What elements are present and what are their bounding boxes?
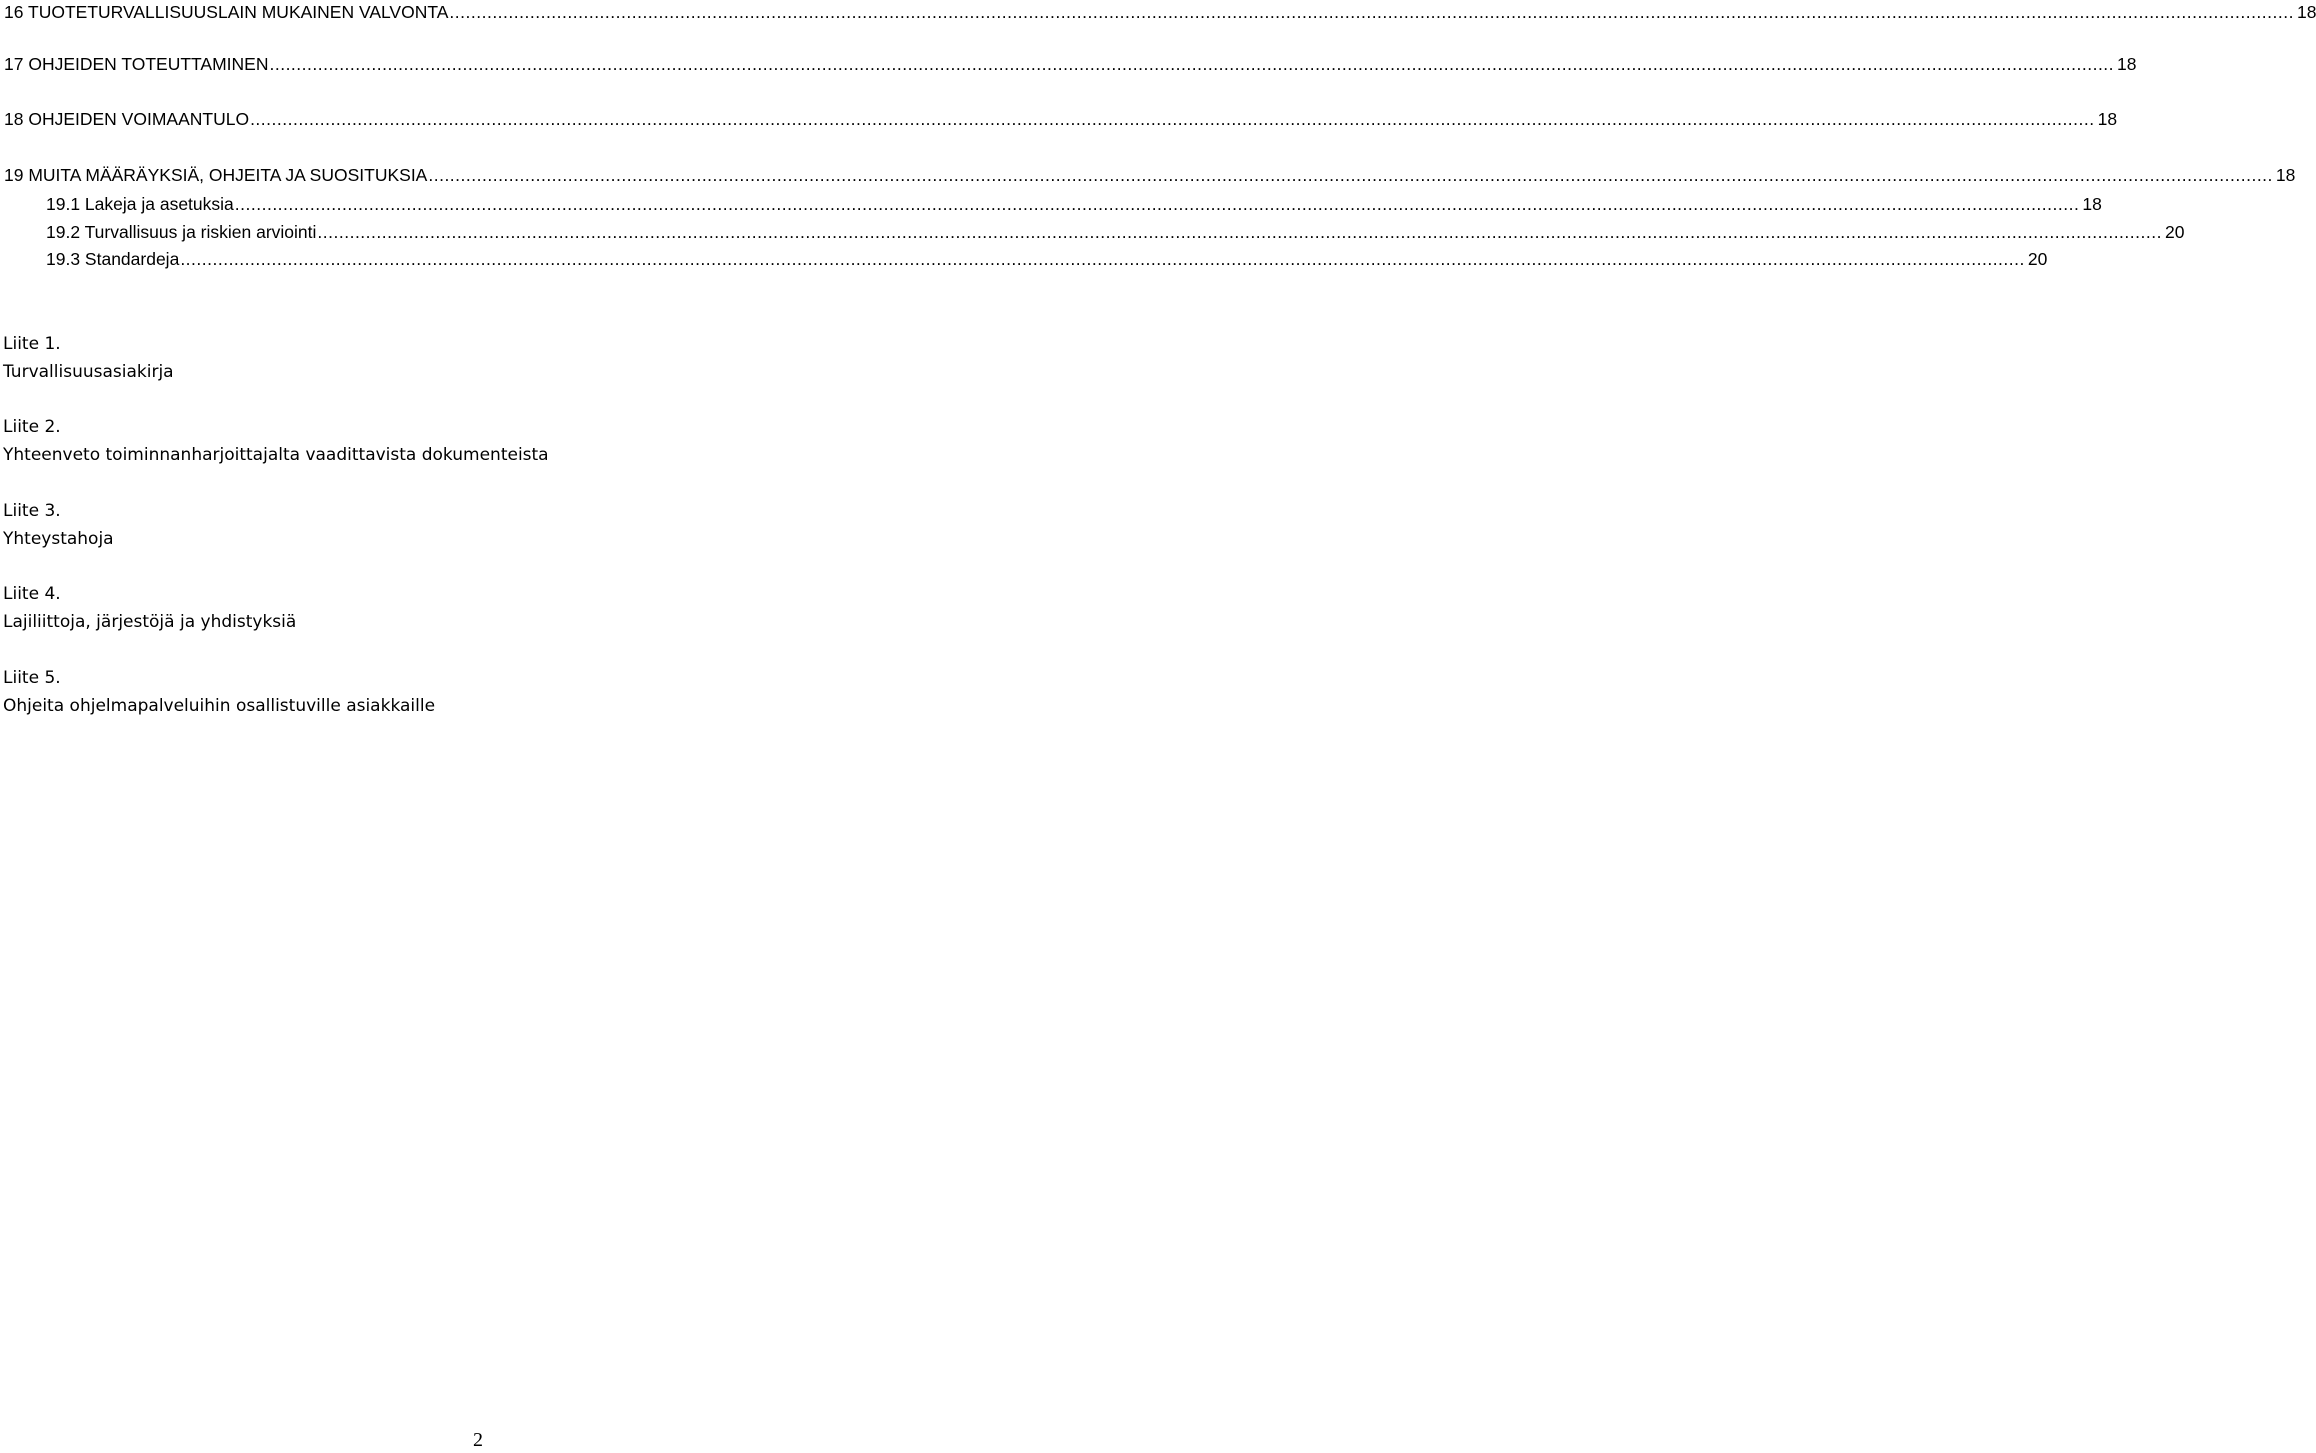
appendix-label: Liite 3. [3,501,61,521]
toc-entry [4,0,2316,24]
appendix-title: Ohjeita ohjelmapalveluihin osallistuville asiakkaille [3,696,436,716]
appendix-label: Liite 2. [3,417,61,437]
toc-entry-page: 20 [2164,222,2185,242]
toc-dot-leader [269,52,2114,76]
toc-subentry [4,220,2185,244]
toc-entry-title: 19.1 Lakeja ja asetuksia [46,194,234,214]
toc-entry [4,107,2118,131]
appendix-entry [3,413,549,469]
appendix-entry [3,330,174,386]
appendix-entry [3,580,296,636]
toc-dot-leader [428,163,2273,187]
toc-entry-page: 18 [2296,2,2316,22]
toc-subentry [4,192,2102,216]
appendix-title: Turvallisuusasiakirja [3,362,174,382]
toc-entry-page: 18 [2117,54,2137,74]
toc-dot-leader [317,220,2162,244]
toc-entry-title: 19.3 Standardeja [46,249,180,269]
appendix-label: Liite 1. [3,334,61,354]
toc-entry-page: 18 [2097,109,2118,129]
toc-entry [4,52,2137,76]
toc-dot-leader [235,192,2080,216]
appendix-entry [3,664,435,720]
toc-entry-page: 18 [2275,165,2296,185]
page-number: 2 [473,1429,483,1451]
toc-subentry [4,247,2048,271]
toc-entry-page: 18 [2082,194,2102,214]
toc-entry-page: 20 [2027,249,2048,269]
toc-entry-title: 16 TUOTETURVALLISUUSLAIN MUKAINEN VALVONTA [4,2,449,22]
toc-dot-leader [180,247,2025,271]
toc-dot-leader [449,0,2294,24]
toc-dot-leader [250,107,2095,131]
toc-entry-title: 19 MUITA MÄÄRÄYKSIÄ, OHJEITA JA SUOSITUKSIA [4,165,428,185]
appendix-title: Yhteystahoja [3,529,114,549]
appendix-entry [3,497,114,553]
toc-entry-title: 19.2 Turvallisuus ja riskien arviointi [46,222,317,242]
appendix-label: Liite 5. [3,668,61,688]
appendix-title: Lajiliittoja, järjestöjä ja yhdistyksiä [3,612,297,632]
toc-entry-title: 17 OHJEIDEN TOTEUTTAMINEN [4,54,269,74]
appendix-label: Liite 4. [3,584,61,604]
toc-entry-title: 18 OHJEIDEN VOIMAANTULO [4,109,250,129]
appendix-title: Yhteenveto toiminnanharjoittajalta vaadittavista dokumenteista [3,445,549,465]
toc-entry [4,163,2296,187]
